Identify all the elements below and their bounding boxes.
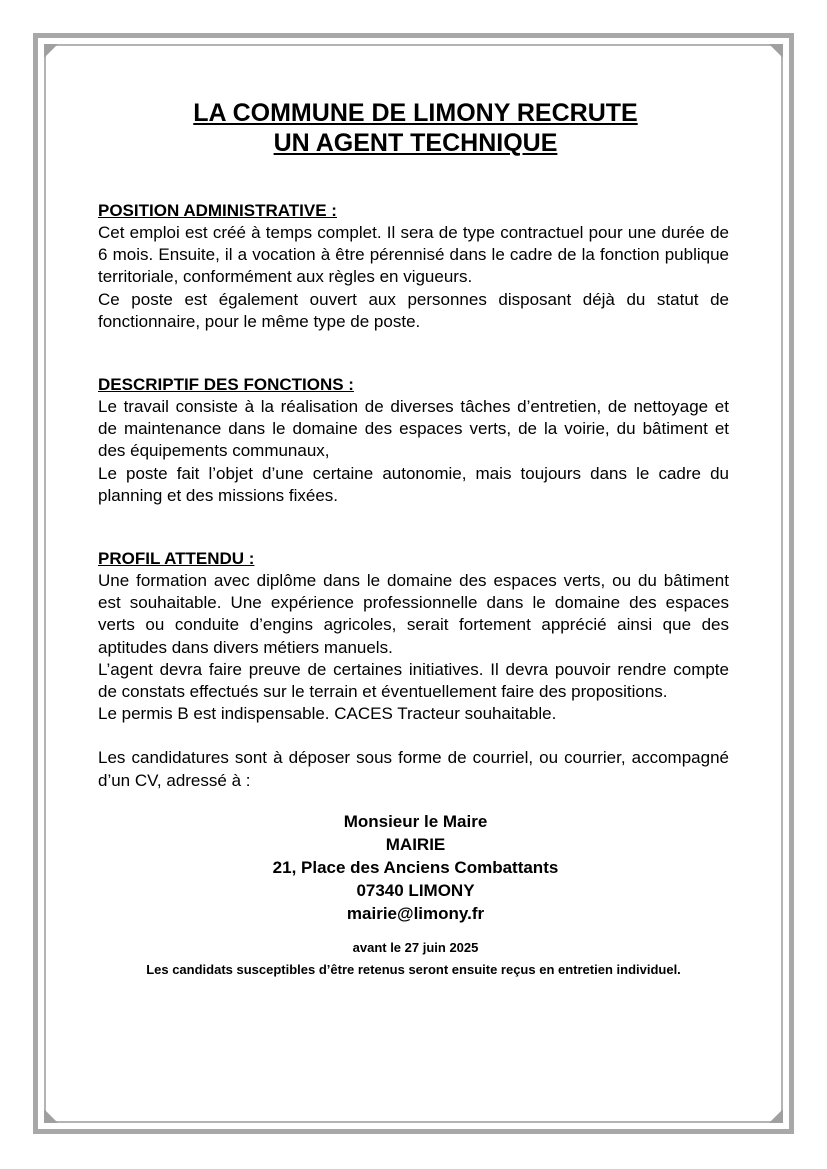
title-line-2: UN AGENT TECHNIQUE (273, 129, 558, 157)
section-paragraph: Ce poste est également ouvert aux personnes disposant déjà du statut de fonctionnaire, pour le même type de poste. (98, 289, 729, 331)
document-body (98, 98, 729, 979)
section-paragraph: Le poste fait l’objet d’une certaine autonomie, mais toujours dans le cadre du planning et des missions fixées. (98, 463, 729, 505)
section-paragraph: Le travail consiste à la réalisation de diverses tâches d’entretien, de nettoyage et de maintenance dans le domaine des espaces verts, de la voirie, du bâtiment et des équipements communaux, (98, 397, 729, 461)
address-street: 21, Place des Anciens Combattants (272, 857, 559, 877)
page-title (98, 98, 729, 158)
section-position-administrative (98, 200, 729, 333)
deadline-text: avant le 27 juin 2025 (352, 939, 479, 955)
address-email: mairie@limony.fr (346, 903, 485, 923)
section-descriptif-fonctions (98, 374, 729, 507)
candidatures-paragraph: Les candidatures sont à déposer sous forme de courriel, ou courrier, accompagné d’un CV, adressé à : (98, 748, 729, 790)
section-heading: DESCRIPTIF DES FONCTIONS : (98, 375, 354, 395)
corner-ornament-bottom-right (769, 1109, 783, 1123)
section-heading: PROFIL ATTENDU : (98, 549, 255, 569)
section-profil-attendu (98, 548, 729, 725)
section-paragraph: Une formation avec diplôme dans le domaine des espaces verts, ou du bâtiment est souhaitable. Une expérience professionnelle dans le domaine des espaces verts ou conduite d’engins agricoles, serait fortement apprécié ainsi que des aptitudes dans divers métiers manuels. (98, 571, 729, 657)
corner-ornament-top-left (44, 44, 58, 58)
address-office: MAIRIE (385, 834, 446, 854)
title-line-1: LA COMMUNE DE LIMONY RECRUTE (193, 99, 638, 127)
section-paragraph: L’agent devra faire preuve de certaines initiatives. Il devra pouvoir rendre compte de constats effectués sur le terrain et éventuellement faire des propositions. (98, 659, 729, 702)
corner-ornament-bottom-left (44, 1109, 58, 1123)
address-block (98, 810, 729, 925)
address-city: 07340 LIMONY (356, 880, 475, 900)
address-recipient: Monsieur le Maire (343, 811, 488, 831)
section-paragraph: Cet emploi est créé à temps complet. Il sera de type contractuel pour une durée de 6 mois. Ensuite, il a vocation à être pérennisé dans le cadre de la fonction publique territoriale, conformément aux règles en vigueurs. (98, 223, 729, 287)
section-heading: POSITION ADMINISTRATIVE : (98, 201, 337, 220)
section-paragraph: Le permis B est indispensable. CACES Tracteur souhaitable. (98, 704, 557, 724)
interview-note: Les candidats susceptibles d’être retenus seront ensuite reçus en entretien individuel. (146, 961, 681, 977)
corner-ornament-top-right (769, 44, 783, 58)
